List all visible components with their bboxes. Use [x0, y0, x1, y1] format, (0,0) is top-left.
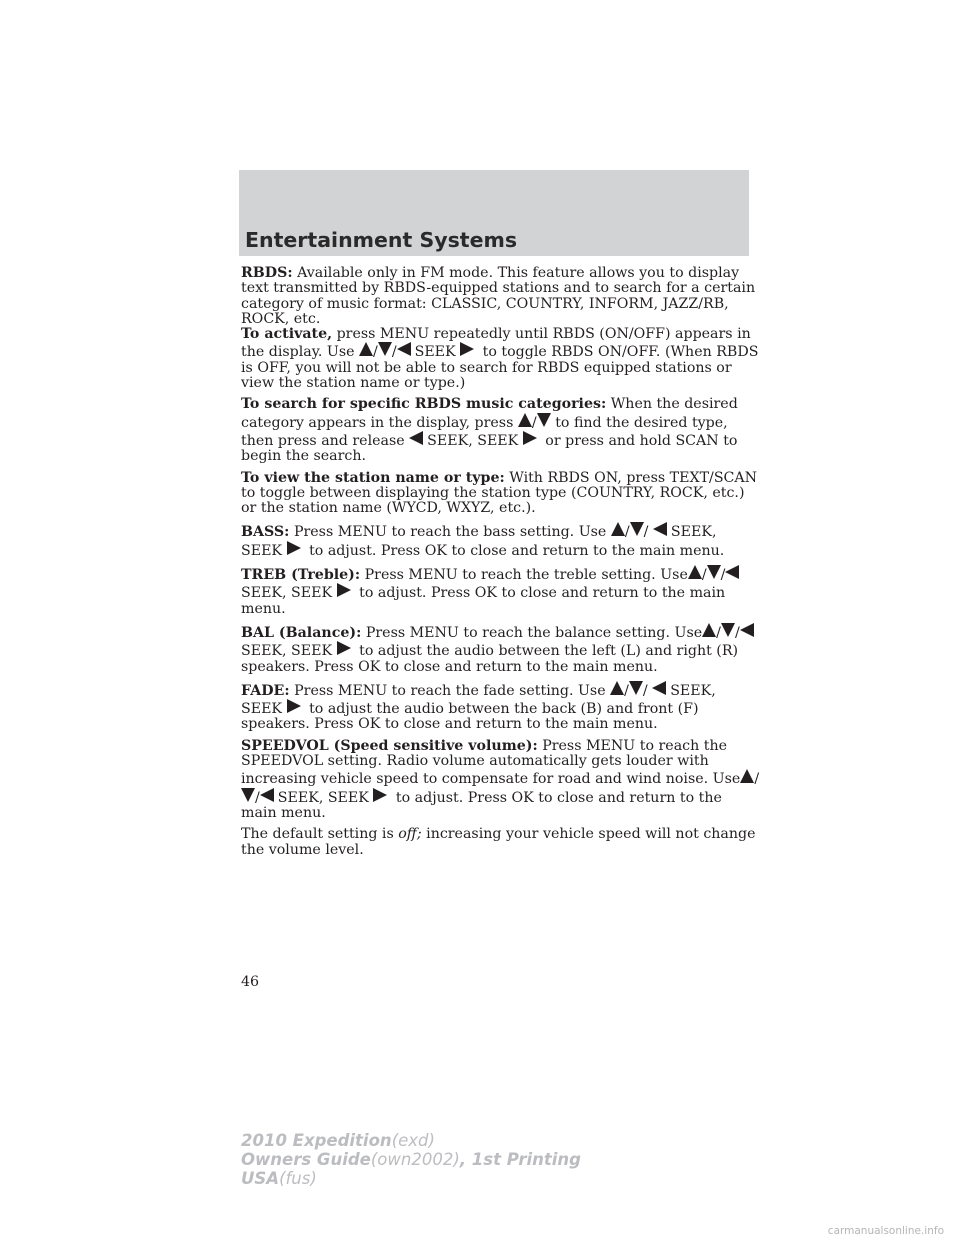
down-arrow-icon	[721, 623, 735, 637]
slash: /	[624, 524, 630, 541]
slash: /	[701, 567, 707, 584]
up-arrow-icon	[702, 623, 716, 637]
slash: /	[624, 682, 629, 699]
seek-label: SEEK, SEEK	[241, 682, 716, 718]
rbds-paragraph	[241, 266, 761, 327]
seek-left-icon	[725, 565, 739, 579]
speedvol-paragraph	[241, 739, 761, 821]
default-text-1: The default setting is	[241, 826, 394, 843]
slash: /	[531, 414, 537, 431]
slash: /	[720, 567, 726, 584]
treb-paragraph	[241, 565, 761, 617]
seek-right-icon	[287, 541, 301, 555]
seek-left-icon	[653, 522, 667, 536]
slash: /	[716, 624, 721, 641]
section-title: Entertainment Systems	[245, 228, 518, 252]
up-arrow-icon	[518, 413, 532, 427]
speedvol-text-1: Press MENU to reach the SPEEDVOL setting. Radio volume automatically gets louder with increasing vehicle speed to compensate for road and wind noise.	[241, 737, 727, 788]
slash: /	[643, 524, 649, 541]
view-label: To view the station name or type:	[241, 469, 505, 486]
speedvol-label: SPEEDVOL (Speed sensitive volume):	[241, 737, 538, 754]
down-arrow-icon	[241, 788, 255, 802]
bass-label: BASS:	[241, 524, 290, 541]
manual-content	[241, 266, 761, 858]
slash: /	[373, 344, 378, 361]
seek-left-icon	[397, 342, 411, 356]
seek-label: SEEK, SEEK	[277, 789, 369, 806]
down-arrow-icon	[707, 565, 721, 579]
seek-label: SEEK, SEEK	[427, 432, 519, 449]
search-text-1: When the desired category appears in the display, press	[241, 396, 738, 431]
activate-text-1: press MENU repeatedly until RBDS (ON/OFF) appears in the display. Use	[241, 326, 751, 361]
footer-model: 2010 Expedition	[241, 1131, 392, 1150]
seek-left-icon	[652, 681, 666, 695]
search-text-2: to find the desired type, then press and release	[241, 414, 728, 449]
treb-text-1: Press MENU to reach the treble setting.	[364, 567, 656, 584]
print-footer	[241, 1131, 581, 1188]
slash: /	[754, 771, 760, 788]
seek-right-icon	[337, 641, 351, 655]
use-label: Use	[712, 771, 741, 788]
footer-guide: Owners Guide	[241, 1150, 371, 1169]
bal-label: BAL (Balance):	[241, 624, 362, 641]
rbds-text: Available only in FM mode. This feature allows you to display text transmitted by RBDS-equipped stations and to search for a certain category of music format: CLASSIC, COUNTRY, INFORM, JAZZ/RB, ROCK, etc.	[241, 265, 756, 327]
seek-left-icon	[740, 623, 754, 637]
seek-label: SEEK, SEEK	[241, 524, 717, 559]
seek-left-icon	[409, 431, 423, 445]
treb-label: TREB (Treble):	[241, 567, 361, 584]
use-label: Use	[674, 624, 703, 641]
default-text-2: increasing your vehicle speed will not change the volume level.	[241, 826, 756, 858]
bal-paragraph	[241, 623, 761, 675]
page-number: 46	[241, 974, 260, 990]
bass-text-1: Press MENU to reach the bass setting. Use	[293, 524, 607, 541]
fade-text-2: to adjust the audio between the back (B) and front (F) speakers. Press OK to close and return to the main menu.	[241, 701, 699, 733]
seek-label: SEEK, SEEK	[241, 643, 333, 660]
rbds-label: RBDS:	[241, 265, 293, 281]
seek-label: SEEK, SEEK	[241, 585, 333, 602]
up-arrow-icon	[740, 769, 754, 783]
up-arrow-icon	[359, 342, 373, 356]
fade-text-1: Press MENU to reach the fade setting. Use	[294, 682, 606, 699]
bass-text-2: to adjust. Press OK to close and return to the main menu.	[309, 542, 725, 559]
down-arrow-icon	[629, 681, 643, 695]
footer-region-code: (fus)	[279, 1169, 317, 1188]
up-arrow-icon	[611, 522, 625, 536]
bal-text-2: to adjust the audio between the left (L) and right (R) speakers. Press OK to close and return to the main menu.	[241, 643, 739, 675]
seek-left-icon	[260, 788, 274, 802]
watermark: carmanualsonline.info	[827, 1225, 944, 1237]
use-label: Use	[660, 567, 688, 584]
seek-right-icon	[523, 431, 537, 445]
up-arrow-icon	[688, 565, 702, 579]
seek-right-icon	[373, 788, 387, 802]
footer-printing: , 1st Printing	[459, 1150, 581, 1169]
fade-paragraph	[241, 681, 761, 733]
bal-text-1: Press MENU to reach the balance setting.	[365, 624, 671, 641]
up-arrow-icon	[610, 681, 624, 695]
footer-region: USA	[241, 1169, 280, 1188]
slash: /	[391, 344, 397, 361]
footer-guide-code: (own2002)	[370, 1150, 460, 1169]
treb-text-2: to adjust. Press OK to close and return to the main menu.	[241, 585, 726, 617]
speedvol-text-2: to adjust. Press OK to close and return to the main menu.	[241, 789, 722, 821]
search-text-3: or press and hold SCAN to begin the search.	[241, 432, 738, 465]
default-paragraph	[241, 827, 761, 858]
bass-paragraph	[241, 522, 761, 559]
slash: /	[255, 789, 260, 806]
seek-right-icon	[287, 699, 301, 713]
search-paragraph	[241, 397, 761, 464]
activate-paragraph	[241, 327, 761, 391]
slash: /	[734, 624, 740, 641]
footer-model-code: (exd)	[391, 1131, 435, 1150]
down-arrow-icon	[537, 413, 551, 427]
view-text: With RBDS ON, press TEXT/SCAN to toggle between displaying the station type (COUNTRY, ROCK, etc.) or the station name (WYCD, WXYZ, etc.).	[241, 469, 758, 517]
activate-text-2: to toggle RBDS ON/OFF. (When RBDS is OFF, you will not be able to search for RBDS equipped stations or view the station name or type.)	[241, 344, 759, 392]
section-header-band	[239, 170, 749, 256]
seek-right-icon	[460, 342, 474, 356]
activate-label: To activate,	[241, 326, 333, 343]
fade-label: FADE:	[241, 682, 290, 699]
down-arrow-icon	[378, 342, 392, 356]
view-paragraph	[241, 471, 761, 517]
down-arrow-icon	[630, 522, 644, 536]
default-italic: off;	[398, 826, 422, 843]
search-label: To search for specific RBDS music categories:	[241, 396, 607, 413]
seek-right-icon	[337, 583, 351, 597]
seek-label: SEEK	[414, 344, 456, 361]
slash: /	[642, 682, 648, 699]
